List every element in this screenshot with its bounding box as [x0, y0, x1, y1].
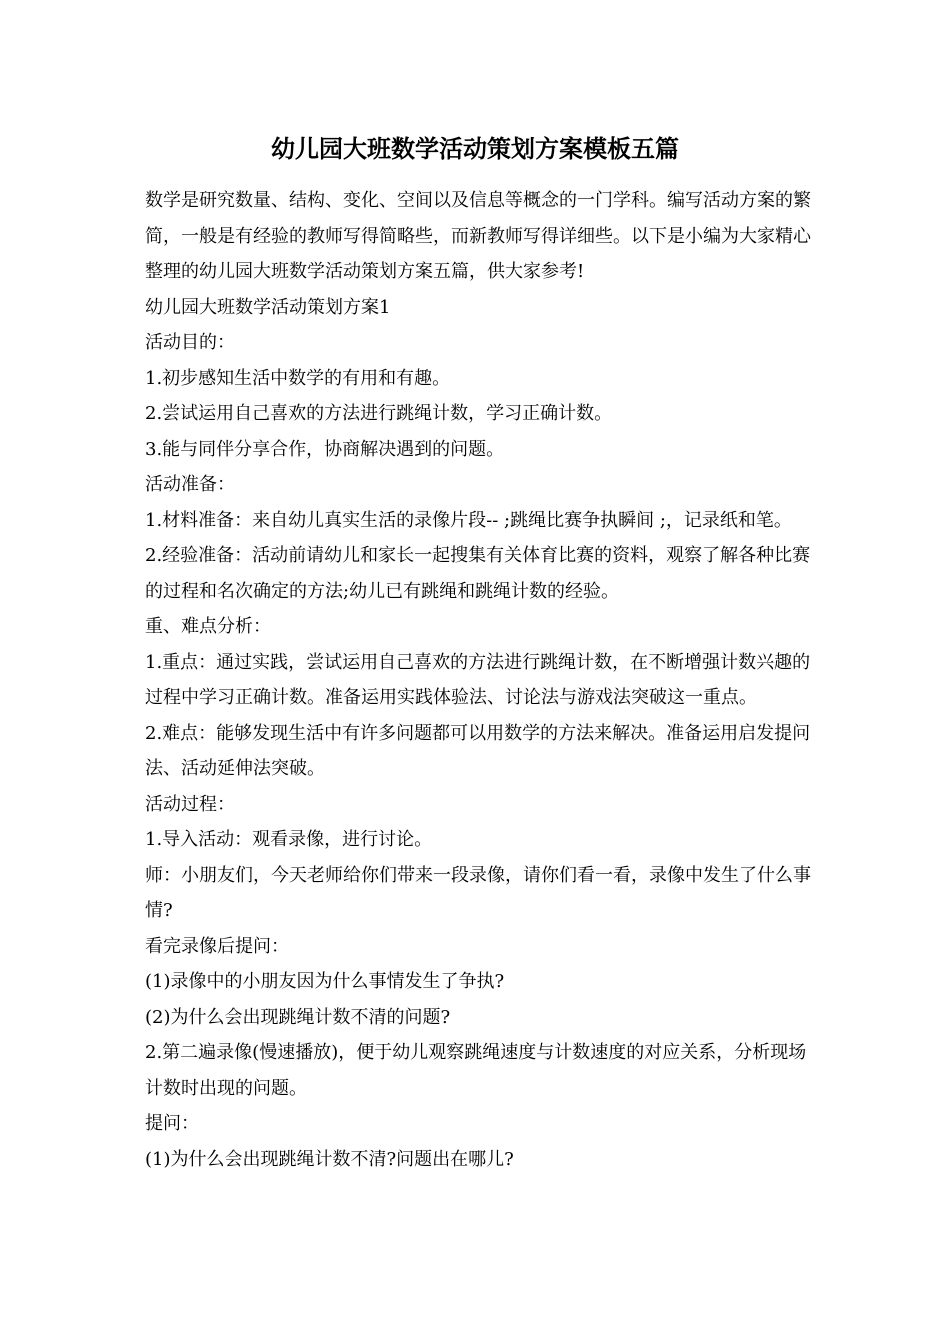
- list-item: 1.导入活动：观看录像，进行讨论。: [145, 829, 433, 850]
- subheading-analysis: 重、难点分析：: [145, 616, 271, 637]
- body-paragraph: 看完录像后提问：: [145, 935, 289, 957]
- subheading-preparation: 活动准备：: [145, 474, 235, 495]
- list-item: 3.能与同伴分享合作，协商解决遇到的问题。: [145, 438, 505, 460]
- question-item: (2)为什么会出现跳绳计数不清的问题?: [145, 1006, 451, 1028]
- list-item: 1.材料准备：来自幼儿真实生活的录像片段-- ;跳绳比赛争执瞬间 ;，记录纸和笔。: [145, 509, 792, 531]
- body-paragraph: 提问：: [145, 1113, 199, 1134]
- list-item: 1.重点：通过实践，尝试运用自己喜欢的方法进行跳绳计数，在不断增强计数兴趣的过程中学习正确计数。准备运用实践体验法、讨论法与游戏法突破这一重点。: [145, 651, 811, 708]
- subheading-goals: 活动目的：: [145, 332, 235, 353]
- list-item: 2.难点：能够发现生活中有许多问题都可以用数学的方法来解决。准备运用启发提问法、活动延伸法突破。: [145, 722, 811, 779]
- subheading-process: 活动过程：: [145, 793, 235, 815]
- intro-paragraph: 数学是研究数量、结构、变化、空间以及信息等概念的一门学科。编写活动方案的繁简，一般是有经验的教师写得简略些，而新教师写得详细些。以下是小编为大家精心整理的幼儿园大班数学活动策划方案五篇，供大家参考!: [145, 190, 811, 282]
- question-item: (1)为什么会出现跳绳计数不清?问题出在哪儿?: [145, 1148, 514, 1170]
- list-item: 2.经验准备：活动前请幼儿和家长一起搜集有关体育比赛的资料，观察了解各种比赛的过程和名次确定的方法;幼儿已有跳绳和跳绳计数的经验。: [145, 545, 811, 602]
- body-paragraph: 师：小朋友们，今天老师给你们带来一段录像，请你们看一看，录像中发生了什么事情?: [145, 864, 811, 921]
- section-heading: 幼儿园大班数学活动策划方案1: [145, 296, 391, 318]
- document-body: [145, 183, 815, 1177]
- list-item: 2.尝试运用自己喜欢的方法进行跳绳计数，学习正确计数。: [145, 403, 613, 424]
- document-title: 幼儿园大班数学活动策划方案模板五篇: [271, 134, 679, 163]
- question-item: (1)录像中的小朋友因为什么事情发生了争执?: [145, 971, 505, 992]
- list-item: 2.第二遍录像(慢速播放)，便于幼儿观察跳绳速度与计数速度的对应关系，分析现场计数时出现的问题。: [145, 1042, 807, 1099]
- list-item: 1.初步感知生活中数学的有用和有趣。: [145, 367, 451, 389]
